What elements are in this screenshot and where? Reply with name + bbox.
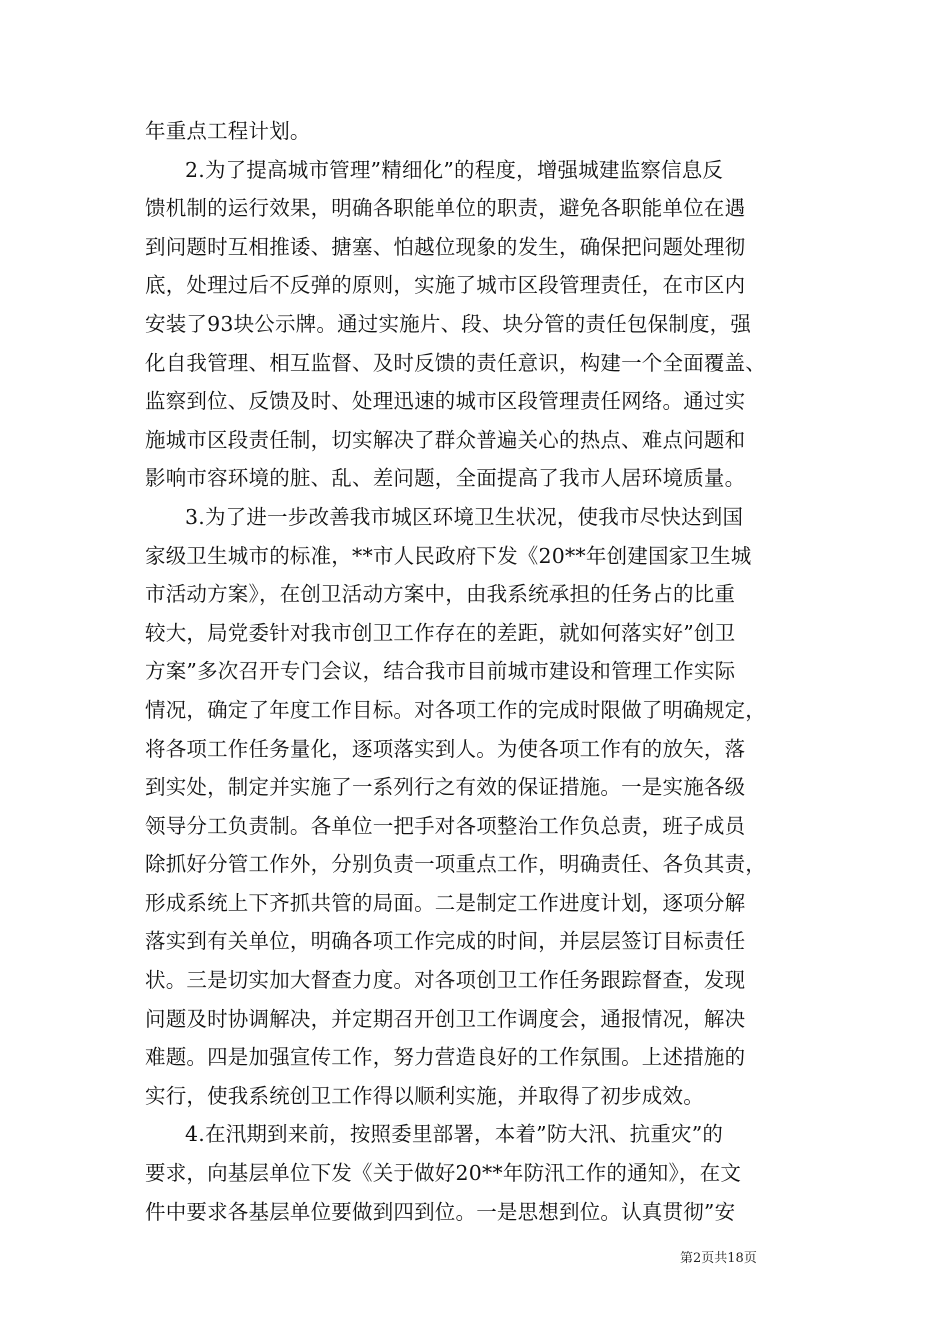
- text-line: 施城市区段责任制，切实解决了群众普遍关心的热点、难点问题和: [145, 427, 746, 452]
- text-line: 件中要求各基层单位要做到四到位。一是思想到位。认真贯彻”安: [145, 1199, 736, 1224]
- text-line: 到实处，制定并实施了一系列行之有效的保证措施。一是实施各级: [145, 775, 746, 800]
- text-line: 影响市容环境的脏、乱、差问题，全面提高了我市人居环境质量。: [145, 466, 746, 491]
- text-line: 情况，确定了年度工作目标。对各项工作的完成时限做了明确规定，: [145, 697, 766, 722]
- body-text: [145, 112, 809, 1231]
- text-line: 到问题时互相推诿、搪塞、怕越位现象的发生，确保把问题处理彻: [145, 234, 746, 259]
- text-line: 家级卫生城市的标准，**市人民政府下发《20**年创建国家卫生城: [145, 543, 752, 568]
- text-line: 监察到位、反馈及时、处理迅速的城市区段管理责任网络。通过实: [145, 389, 746, 414]
- text-line: 领导分工负责制。各单位一把手对各项整治工作负总责，班子成员: [145, 813, 746, 838]
- text-line: 年重点工程计划。: [145, 119, 311, 143]
- text-line: 化自我管理、相互监督、及时反馈的责任意识，构建一个全面覆盖、: [145, 350, 766, 375]
- text-line: 实行，使我系统创卫工作得以顺利实施，并取得了初步成效。: [145, 1083, 704, 1108]
- text-line: 难题。四是加强宣传工作，努力营造良好的工作氛围。上述措施的: [145, 1045, 746, 1070]
- text-line: 市活动方案》，在创卫活动方案中，由我系统承担的任务占的比重: [145, 582, 736, 607]
- text-line: 4.在汛期到来前，按照委里部署，本着”防大汛、抗重灾”的: [185, 1122, 724, 1147]
- text-line: 形成系统上下齐抓共管的局面。二是制定工作进度计划，逐项分解: [145, 890, 746, 915]
- page-number: 第2页共18页: [680, 1251, 757, 1266]
- text-line: 馈机制的运行效果，明确各职能单位的职责，避免各职能单位在遇: [145, 196, 746, 221]
- text-line: 落实到有关单位，明确各项工作完成的时间，并层层签订目标责任: [145, 929, 746, 954]
- text-line: 底，处理过后不反弹的原则，实施了城市区段管理责任，在市区内: [145, 273, 746, 298]
- text-line: 问题及时协调解决，并定期召开创卫工作调度会，通报情况，解决: [145, 1006, 746, 1031]
- text-line: 安装了93块公示牌。通过实施片、段、块分管的责任包保制度，强: [145, 311, 752, 336]
- text-line: 较大，局党委针对我市创卫工作存在的差距，就如何落实好”创卫: [145, 620, 736, 645]
- text-line: 要求，向基层单位下发《关于做好20**年防汛工作的通知》，在文: [145, 1161, 742, 1186]
- text-line: 方案”多次召开专门会议，结合我市目前城市建设和管理工作实际: [145, 659, 736, 684]
- text-line: 2.为了提高城市管理”精细化”的程度，增强城建监察信息反: [185, 157, 724, 182]
- text-line: 除抓好分管工作外，分别负责一项重点工作，明确责任、各负其责，: [145, 852, 766, 877]
- text-line: 状。三是切实加大督查力度。对各项创卫工作任务跟踪督查，发现: [145, 968, 746, 993]
- text-line: 3.为了进一步改善我市城区环境卫生状况，使我市尽快达到国: [185, 504, 744, 529]
- text-line: 将各项工作任务量化，逐项落实到人。为使各项工作有的放矢，落: [145, 736, 746, 761]
